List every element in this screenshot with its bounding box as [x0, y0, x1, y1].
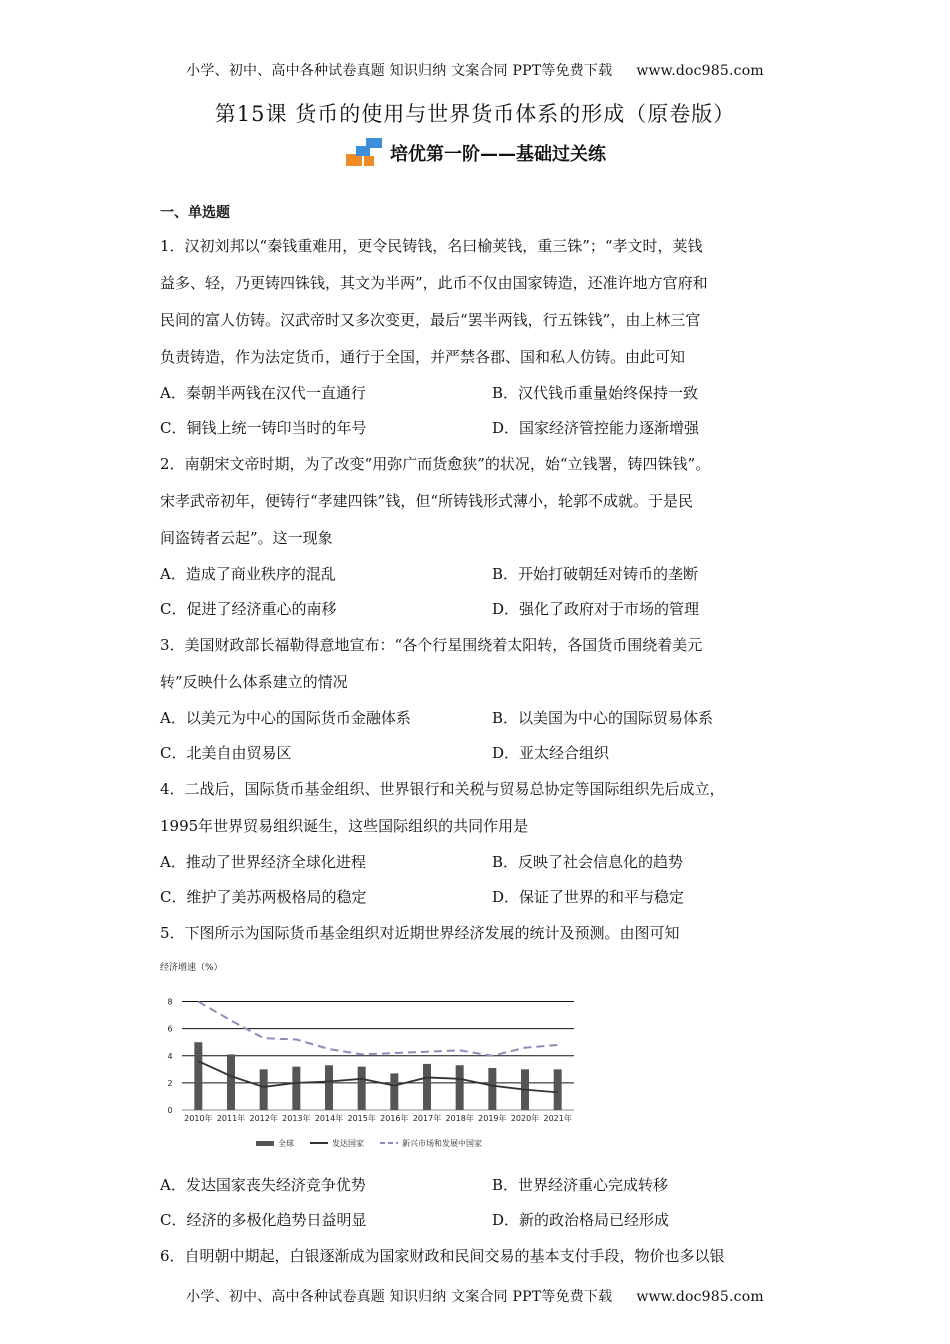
bar-global — [488, 1068, 496, 1110]
series-line-developed — [198, 1061, 557, 1092]
x-tick-label: 2018年 — [445, 1114, 474, 1123]
bar-global — [260, 1069, 268, 1110]
question-list — [160, 202, 800, 1275]
bar-global — [292, 1067, 300, 1110]
question-1 — [160, 228, 800, 446]
x-tick-label: 2017年 — [412, 1114, 442, 1123]
bar-global — [227, 1054, 235, 1110]
page-title: 第15课 货币的使用与世界货币体系的形成（原卷版） — [214, 102, 736, 126]
question-line: 民间的富人仿铸。汉武帝时又多次变更，最后“罢半两钱，行五铢钱”，由上林三官 — [160, 311, 701, 329]
option-a[interactable]: A．推动了世界经济全球化进程 — [160, 853, 366, 871]
option-c[interactable]: C．铜钱上统一铸印当时的年号 — [160, 419, 367, 437]
y-tick-label: 0 — [167, 1106, 173, 1115]
question-line: 益多、轻，乃更铸四铢钱，其文为半两”，此币不仅由国家铸造，还准许地方官府和 — [160, 274, 708, 292]
question-line: 1995年世界贸易组织诞生，这些国际组织的共同作用是 — [160, 817, 529, 835]
question-4 — [160, 771, 800, 915]
page-header — [0, 60, 950, 80]
bar-global — [358, 1067, 366, 1110]
question-2 — [160, 446, 800, 627]
section-banner — [0, 138, 950, 172]
y-tick-label: 2 — [167, 1078, 173, 1088]
option-d[interactable]: D．强化了政府对于市场的管理 — [492, 600, 700, 618]
x-tick-label: 2021年 — [543, 1114, 572, 1123]
bar-global — [325, 1065, 333, 1110]
level-icon — [344, 138, 384, 168]
footer-url[interactable]: www.doc985.com — [636, 1289, 764, 1305]
question-line: 转”反映什么体系建立的情况 — [160, 673, 348, 691]
bar-global — [390, 1073, 398, 1110]
option-b[interactable]: B．开始打破朝廷对铸币的垄断 — [492, 565, 699, 583]
x-tick-label: 2015年 — [347, 1114, 376, 1123]
question-line: 4．二战后，国际货币基金组织、世界银行和关税与贸易总协定等国际组织先后成立， — [160, 780, 725, 798]
option-a[interactable]: A．造成了商业秩序的混乱 — [160, 565, 336, 583]
y-axis-label: 经济增速（%） — [160, 963, 223, 973]
x-tick-label: 2020年 — [510, 1114, 540, 1123]
option-c[interactable]: C．经济的多极化趋势日益明显 — [160, 1211, 367, 1229]
question-line: 5．下图所示为国际货币基金组织对近期世界经济发展的统计及预测。由图可知 — [160, 924, 680, 942]
option-c[interactable]: C．促进了经济重心的南移 — [160, 600, 337, 618]
x-tick-label: 2014年 — [314, 1114, 344, 1123]
question-line: 宋孝武帝初年，便铸行“孝建四铢”钱，但“所铸钱形式薄小，轮郭不成就。于是民 — [160, 492, 694, 510]
legend-swatch — [256, 1141, 274, 1146]
question-line: 负责铸造，作为法定货币，通行于全国，并严禁各郡、国和私人仿铸。由此可知 — [160, 348, 686, 366]
section-heading: 一、单选题 — [160, 205, 230, 221]
x-tick-label: 2019年 — [478, 1114, 507, 1123]
x-tick-label: 2012年 — [249, 1114, 278, 1123]
option-a[interactable]: A．以美元为中心的国际货币金融体系 — [160, 709, 411, 727]
legend-label: 新兴市场和发展中国家 — [402, 1139, 482, 1148]
question-3 — [160, 627, 800, 771]
question-6 — [160, 1238, 800, 1275]
question-line: 3．美国财政部长福勒得意地宣布：“各个行星围绕着太阳转，各国货币围绕着美元 — [160, 636, 703, 654]
x-tick-label: 2013年 — [282, 1114, 311, 1123]
option-b[interactable]: B．世界经济重心完成转移 — [492, 1176, 669, 1194]
x-tick-label: 2011年 — [216, 1114, 246, 1123]
bar-global — [194, 1042, 202, 1110]
option-b[interactable]: B．反映了社会信息化的趋势 — [492, 853, 684, 871]
question-line: 2．南朝宋文帝时期，为了改变“用弥广而货愈狭”的状况，始“立钱署，铸四铢钱”。 — [160, 455, 711, 473]
header-url[interactable]: www.doc985.com — [636, 63, 764, 79]
legend-label: 发达国家 — [332, 1139, 364, 1148]
footer-text: 小学、初中、高中各种试卷真题 知识归纳 文案合同 PPT等免费下载 — [186, 1289, 613, 1305]
option-b[interactable]: B．汉代钱币重量始终保持一致 — [492, 384, 699, 402]
option-b[interactable]: B．以美国为中心的国际贸易体系 — [492, 709, 714, 727]
x-tick-label: 2016年 — [380, 1114, 409, 1123]
option-d[interactable]: D．国家经济管控能力逐渐增强 — [492, 419, 700, 437]
bar-global — [456, 1065, 464, 1110]
option-d[interactable]: D．新的政治格局已经形成 — [492, 1211, 670, 1229]
header-text: 小学、初中、高中各种试卷真题 知识归纳 文案合同 PPT等免费下载 — [186, 63, 613, 79]
option-d[interactable]: D．亚太经合组织 — [492, 744, 610, 762]
growth-chart — [160, 958, 580, 1158]
bar-global — [423, 1064, 431, 1110]
y-tick-label: 6 — [167, 1024, 173, 1034]
page-footer — [0, 1286, 950, 1306]
x-tick-label: 2010年 — [184, 1114, 213, 1123]
option-d[interactable]: D．保证了世界的和平与稳定 — [492, 888, 685, 906]
y-tick-label: 4 — [167, 1051, 173, 1061]
banner-title: 培优第一阶——基础过关练 — [390, 144, 606, 165]
option-c[interactable]: C．北美自由贸易区 — [160, 744, 292, 762]
question-line: 6．自明朝中期起，白银逐渐成为国家财政和民间交易的基本支付手段，物价也多以银 — [160, 1247, 725, 1265]
option-a[interactable]: A．发达国家丧失经济竞争优势 — [160, 1176, 366, 1194]
option-c[interactable]: C．维护了美苏两极格局的稳定 — [160, 888, 367, 906]
bar-global — [554, 1069, 562, 1110]
legend-label: 全球 — [278, 1139, 294, 1148]
y-tick-label: 8 — [167, 997, 173, 1007]
option-a[interactable]: A．秦朝半两钱在汉代一直通行 — [160, 384, 366, 402]
question-5 — [160, 915, 800, 1238]
question-line: 间盗铸者云起”。这一现象 — [160, 529, 333, 547]
question-line: 1．汉初刘邦以“秦钱重难用，更令民铸钱，名曰榆荚钱，重三铢”；“孝文时，荚钱 — [160, 237, 703, 255]
chart-container — [160, 958, 800, 1162]
